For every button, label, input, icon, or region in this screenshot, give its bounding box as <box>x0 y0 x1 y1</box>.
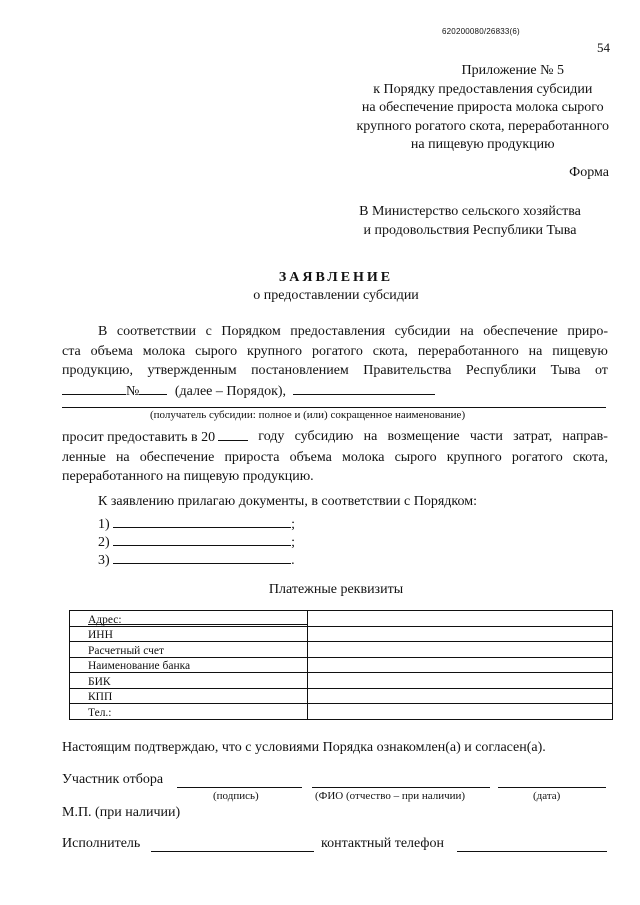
table-row <box>70 673 613 689</box>
signature-field[interactable] <box>177 787 302 788</box>
word: скота, <box>372 343 408 359</box>
word: скота, <box>572 449 608 465</box>
word: Тыва <box>550 363 581 378</box>
word: сырого <box>195 343 238 359</box>
request-line-3: переработанного на пищевую продукцию. <box>62 469 314 484</box>
word: возмещение <box>387 429 460 444</box>
table-row <box>70 642 613 658</box>
word: ленные <box>62 449 106 465</box>
date-signature-field[interactable] <box>498 787 606 788</box>
appendix-line: на пищевую продукцию <box>410 137 555 152</box>
word: крупного <box>446 449 502 465</box>
stamp-label: М.П. (при наличии) <box>62 805 181 820</box>
executor-field[interactable] <box>151 851 314 852</box>
word: Правительства <box>363 363 452 378</box>
word: на <box>528 343 543 359</box>
word: рогатого <box>311 343 363 359</box>
label-text: Адрес: <box>88 613 122 626</box>
word: ста <box>62 343 81 359</box>
word: В <box>98 324 108 339</box>
attachment-item-2 <box>98 532 295 551</box>
page-number: 54 <box>597 40 610 55</box>
requisites-table <box>69 610 613 720</box>
word: объема <box>289 449 332 465</box>
attachments-intro: К заявлению прилагаю документы, в соответствии с Порядком: <box>98 494 477 509</box>
attachment-item-1 <box>98 514 295 533</box>
recipient-field[interactable] <box>62 407 606 408</box>
addressee-line: В Министерство сельского хозяйства <box>359 204 581 219</box>
addressee-block <box>345 203 595 240</box>
word: субсидии <box>394 324 451 339</box>
word: от <box>594 363 608 378</box>
word: приро- <box>567 324 608 339</box>
appendix-line: на обеспечение прироста молока сырого <box>361 100 604 115</box>
word: прироста <box>224 449 280 465</box>
requisite-value[interactable] <box>308 704 613 720</box>
word: пищевую <box>552 343 608 359</box>
requisite-value[interactable] <box>308 657 613 673</box>
attachment-field-1[interactable] <box>113 514 291 528</box>
number-sign: № <box>126 383 140 399</box>
word: сырого <box>394 449 437 465</box>
confirmation-text: Настоящим подтверждаю, что с условиями Порядка ознакомлен(а) и согласен(а). <box>62 740 546 755</box>
caption-date: (дата) <box>533 790 561 802</box>
word: с <box>205 324 212 339</box>
request-line-1 <box>62 427 608 448</box>
intro-paragraph <box>62 322 608 401</box>
word: направ- <box>562 429 608 444</box>
table-row <box>70 657 613 673</box>
name-field[interactable] <box>312 787 490 788</box>
requisite-label <box>70 611 308 627</box>
recipient-field-start[interactable] <box>293 381 435 395</box>
word: субсидию <box>294 429 354 444</box>
number-field[interactable] <box>139 381 167 395</box>
appendix-block <box>357 62 610 155</box>
word: молока <box>341 449 385 465</box>
word: году <box>258 429 285 444</box>
attachment-number: 2) <box>98 535 110 550</box>
requisite-label: БИК <box>70 673 308 689</box>
requisite-value[interactable] <box>308 611 613 627</box>
document-subtitle: о предоставлении субсидии <box>253 288 419 303</box>
intro-line-4 <box>62 381 608 402</box>
word: постановлением <box>251 363 349 378</box>
participant-row <box>62 772 163 788</box>
recipient-caption: (получатель субсидии: полное и (или) сокращенное наименование) <box>150 409 466 421</box>
table-row <box>70 626 613 642</box>
word: предоставления <box>290 324 386 339</box>
requisite-value[interactable] <box>308 688 613 704</box>
requisites-title: Платежные реквизиты <box>268 582 404 597</box>
appendix-line: к Порядку предоставления субсидии <box>373 81 593 97</box>
form-label: Форма <box>569 165 609 180</box>
requisite-label: КПП <box>70 688 308 704</box>
table-row <box>70 688 613 704</box>
appendix-line: крупного рогатого скота, переработанного <box>356 118 609 134</box>
attachment-field-2[interactable] <box>113 532 291 546</box>
attachment-end: . <box>291 553 295 568</box>
word: переработанного <box>417 343 519 359</box>
year-field[interactable] <box>218 427 248 441</box>
caption-name: (ФИО (отчество – при наличии) <box>315 790 466 802</box>
intro-line-1 <box>62 322 608 342</box>
word: рогатого <box>511 449 563 465</box>
phone-label: контактный телефон <box>321 836 444 851</box>
phone-field[interactable] <box>457 851 607 852</box>
requisite-value[interactable] <box>308 673 613 689</box>
attachment-number: 3) <box>98 553 110 568</box>
word: объема <box>90 343 133 359</box>
word: на <box>363 429 378 444</box>
requisite-value[interactable] <box>308 642 613 658</box>
document-title: ЗАЯВЛЕНИЕ <box>278 270 394 285</box>
request-paragraph <box>62 427 608 487</box>
table-row <box>70 611 613 627</box>
intro-line-4-text: (далее – Порядок), <box>174 383 287 399</box>
requisite-label: Расчетный счет <box>70 642 308 658</box>
request-start <box>62 427 248 448</box>
attachment-item-3 <box>98 550 295 569</box>
request-start-text: просит предоставить в 20 <box>62 430 216 445</box>
word: затрат, <box>513 429 553 444</box>
word: обеспечение <box>483 324 558 339</box>
word: части <box>469 429 503 444</box>
caption-signature: (подпись) <box>213 790 259 802</box>
intro-line-3 <box>62 361 608 381</box>
word: обеспечение <box>139 449 215 465</box>
word: продукцию, <box>62 363 133 378</box>
request-line-2 <box>62 448 608 468</box>
document-id: 620200080/26833(6) <box>442 27 520 36</box>
requisite-label: Тел.: <box>70 704 308 720</box>
requisite-label: Наименование банка <box>70 657 308 673</box>
date-field[interactable] <box>62 381 126 395</box>
table-row <box>70 704 613 720</box>
participant-label: Участник отбора <box>62 772 164 787</box>
word: на <box>459 324 474 339</box>
word: утвержденным <box>147 363 237 378</box>
word: молока <box>142 343 186 359</box>
intro-line-2 <box>62 342 608 362</box>
attachment-number: 1) <box>98 517 110 532</box>
requisite-value[interactable] <box>308 626 613 642</box>
attachment-field-3[interactable] <box>113 550 291 564</box>
word: соответствии <box>116 324 197 339</box>
appendix-line: Приложение № 5 <box>461 63 564 78</box>
requisite-label: ИНН <box>70 626 308 642</box>
word: крупного <box>247 343 303 359</box>
underline <box>88 624 307 625</box>
word: на <box>115 449 130 465</box>
executor-row <box>62 836 140 852</box>
addressee-line: и продовольствия Республики Тыва <box>363 222 577 238</box>
word: Порядком <box>221 324 281 339</box>
attachment-end: ; <box>291 517 296 532</box>
executor-label: Исполнитель <box>62 836 141 851</box>
attachment-end: ; <box>291 535 296 550</box>
word: Республики <box>465 363 537 378</box>
